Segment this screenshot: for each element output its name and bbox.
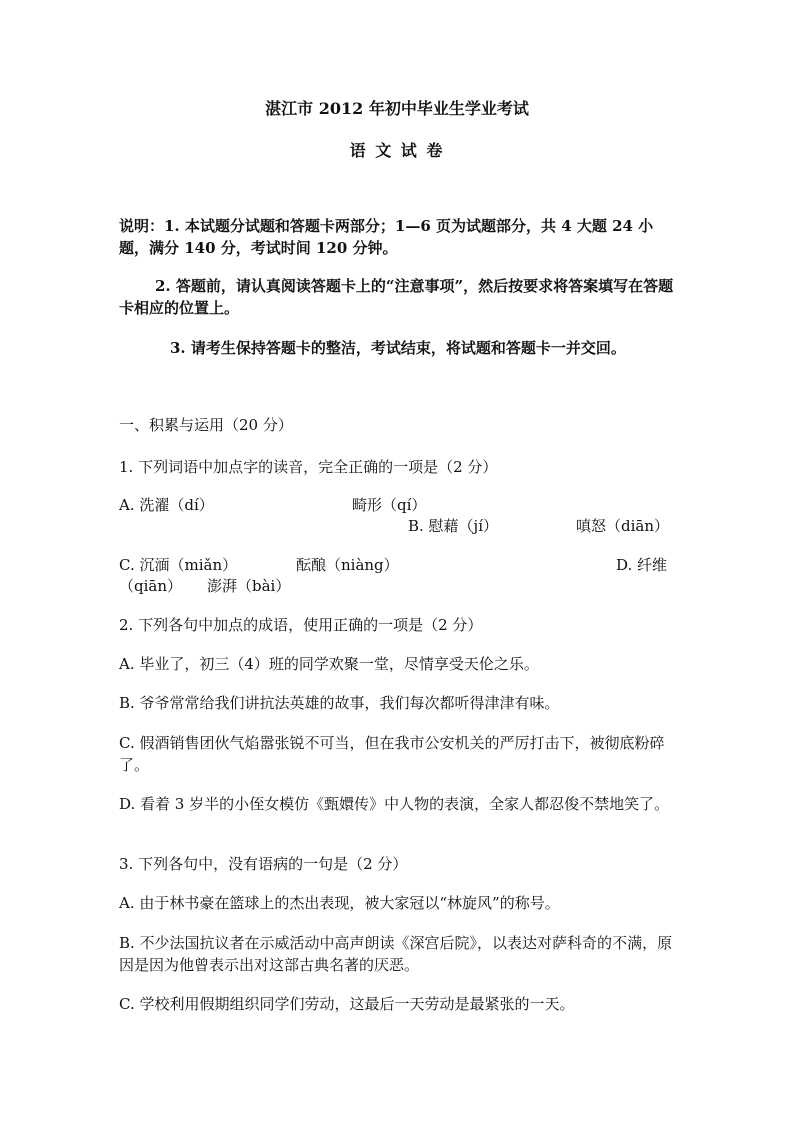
exam-subtitle: 语 文 试 卷: [349, 141, 445, 160]
q3-option-c: C. 学校利用假期组织同学们劳动，这最后一天劳动是最紧张的一天。: [119, 995, 575, 1013]
q2-option-c: C. 假酒销售团伙气焰嚣张锐不可当，但在我市公安机关的严厉打击下，被彻底粉碎了。: [119, 734, 665, 774]
q1-option-d: D. 纤维: [616, 556, 668, 574]
instruction-item-2: 2. 答题前，请认真阅读答题卡上的“注意事项”，然后按要求将答案填写在答题卡相应的位置上。: [119, 277, 674, 317]
question-2-stem: 2. 下列各句中加点的成语，使用正确的一项是（2 分）: [119, 616, 483, 634]
question-1-stem: 1. 下列词语中加点字的读音，完全正确的一项是（2 分）: [119, 458, 498, 476]
q2-option-a: A. 毕业了，初三（4）班的同学欢聚一堂，尽情享受天伦之乐。: [119, 655, 539, 673]
q3-option-b: B. 不少法国抗议者在示威活动中高声朗读《深宫后院》，以表达对萨科奇的不满，原因是因为他曾表示出对这部古典名著的厌恶。: [119, 934, 673, 974]
q1-option-b: B. 慰藉（jí）: [408, 517, 499, 535]
q2-option-b: B. 爷爷常常给我们讲抗法英雄的故事，我们每次都听得津津有味。: [119, 694, 560, 712]
q1-option-d-pinyin: （qiān）: [119, 577, 183, 595]
instruction-item-3: 3. 请考生保持答题卡的整洁，考试结束，将试题和答题卡一并交回。: [170, 339, 626, 357]
q1-option-c-word2: 酝酿（niàng）: [296, 556, 399, 574]
question-3-stem: 3. 下列各句中，没有语病的一句是（2 分）: [119, 855, 408, 873]
q1-option-d-word2: 澎湃（bài）: [207, 577, 291, 595]
instruction-item-1: 说明：1. 本试题分试题和答题卡两部分；1—6 页为试题部分，共 4 大题 24 小题，满分 140 分，考试时间 120 分钟。: [119, 217, 654, 257]
section-heading: 一、积累与运用（20 分）: [119, 416, 293, 434]
q1-option-b-word2: 嗔怒（diān）: [576, 517, 670, 535]
q1-option-a: A. 洗濯（dí）: [119, 496, 214, 514]
exam-title: 湛江市 2012 年初中毕业生学业考试: [265, 99, 529, 118]
q2-option-d: D. 看着 3 岁半的小侄女模仿《甄嬛传》中人物的表演，全家人都忍俊不禁地笑了。: [119, 795, 670, 813]
q1-option-a-word2: 畸形（qí）: [352, 496, 427, 514]
q1-option-c: C. 沉湎（miǎn）: [119, 556, 238, 574]
q3-option-a: A. 由于林书豪在篮球上的杰出表现，被大家冠以“林旋风”的称号。: [119, 894, 560, 912]
